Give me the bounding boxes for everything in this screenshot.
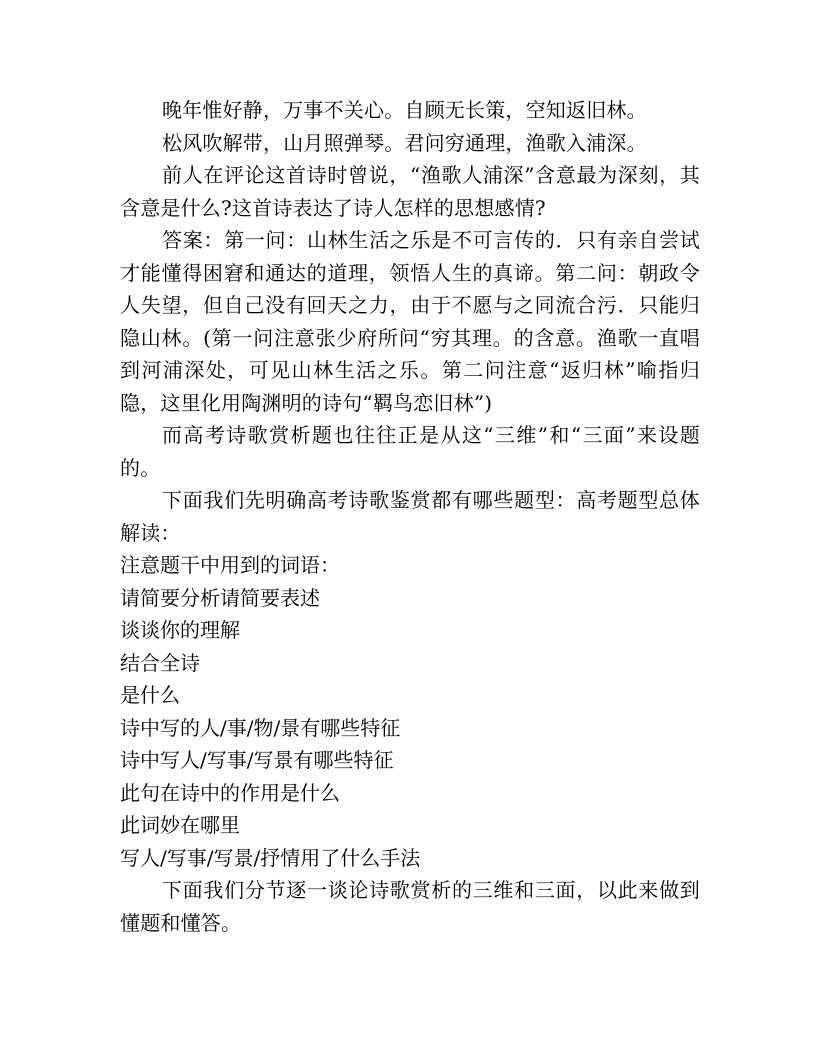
keyword-item: 诗中写人/写事/写景有哪些特征 — [120, 748, 394, 772]
keyword-heading: 注意题干中用到的词语： — [120, 553, 340, 577]
question-types-intro: 下面我们先明确高考诗歌鉴赏都有哪些题型：高考题型总体解读： — [120, 488, 700, 545]
keyword-item: 此句在诗中的作用是什么 — [120, 780, 340, 805]
keyword-item: 诗中写的人/事/物/景有哪些特征 — [120, 715, 401, 740]
keyword-item: 结合全诗 — [120, 650, 200, 675]
poem-line-2: 松风吹解带，山月照弹琴。君问穷通理，渔歌入浦深。 — [162, 130, 647, 155]
keyword-item: 谈谈你的理解 — [120, 618, 240, 642]
keyword-item: 请简要分析请简要表述 — [120, 585, 320, 610]
poem-line-1: 晚年惟好静，万事不关心。自顾无长策，空知返旧林。 — [162, 98, 647, 122]
closing-paragraph: 下面我们分节逐一谈论诗歌赏析的三维和三面，以此来做到懂题和懂答。 — [120, 878, 700, 935]
keyword-item: 写人/写事/写景/抒情用了什么手法 — [120, 845, 421, 870]
question-paragraph: 前人在评论这首诗时曾说，“渔歌人浦深”含意最为深刻，其含意是什么?这首诗表达了诗人怎样的思想感情? — [120, 163, 700, 220]
keyword-item: 此词妙在哪里 — [120, 813, 240, 837]
keyword-item: 是什么 — [120, 683, 180, 707]
answer-paragraph: 答案：第一问：山林生活之乐是不可言传的．只有亲自尝试才能懂得困窘和通达的道理，领悟人生的真谛。第二问：朝政令人失望，但自己没有回天之力，由于不愿与之同流合污．只能归隐山林。(第一问注意张少府所问“穷其理。的含意。渔歌一直唱到河浦深处，可见山林生活之乐。第二问注意“返归林”喻指归隐，这里化用陶渊明的诗句“羁鸟恋旧林”) — [120, 228, 700, 415]
document-body — [120, 94, 700, 939]
gaokao-note-paragraph: 而高考诗歌赏析题也往往正是从这“三维”和“三面”来设题的。 — [120, 423, 700, 480]
